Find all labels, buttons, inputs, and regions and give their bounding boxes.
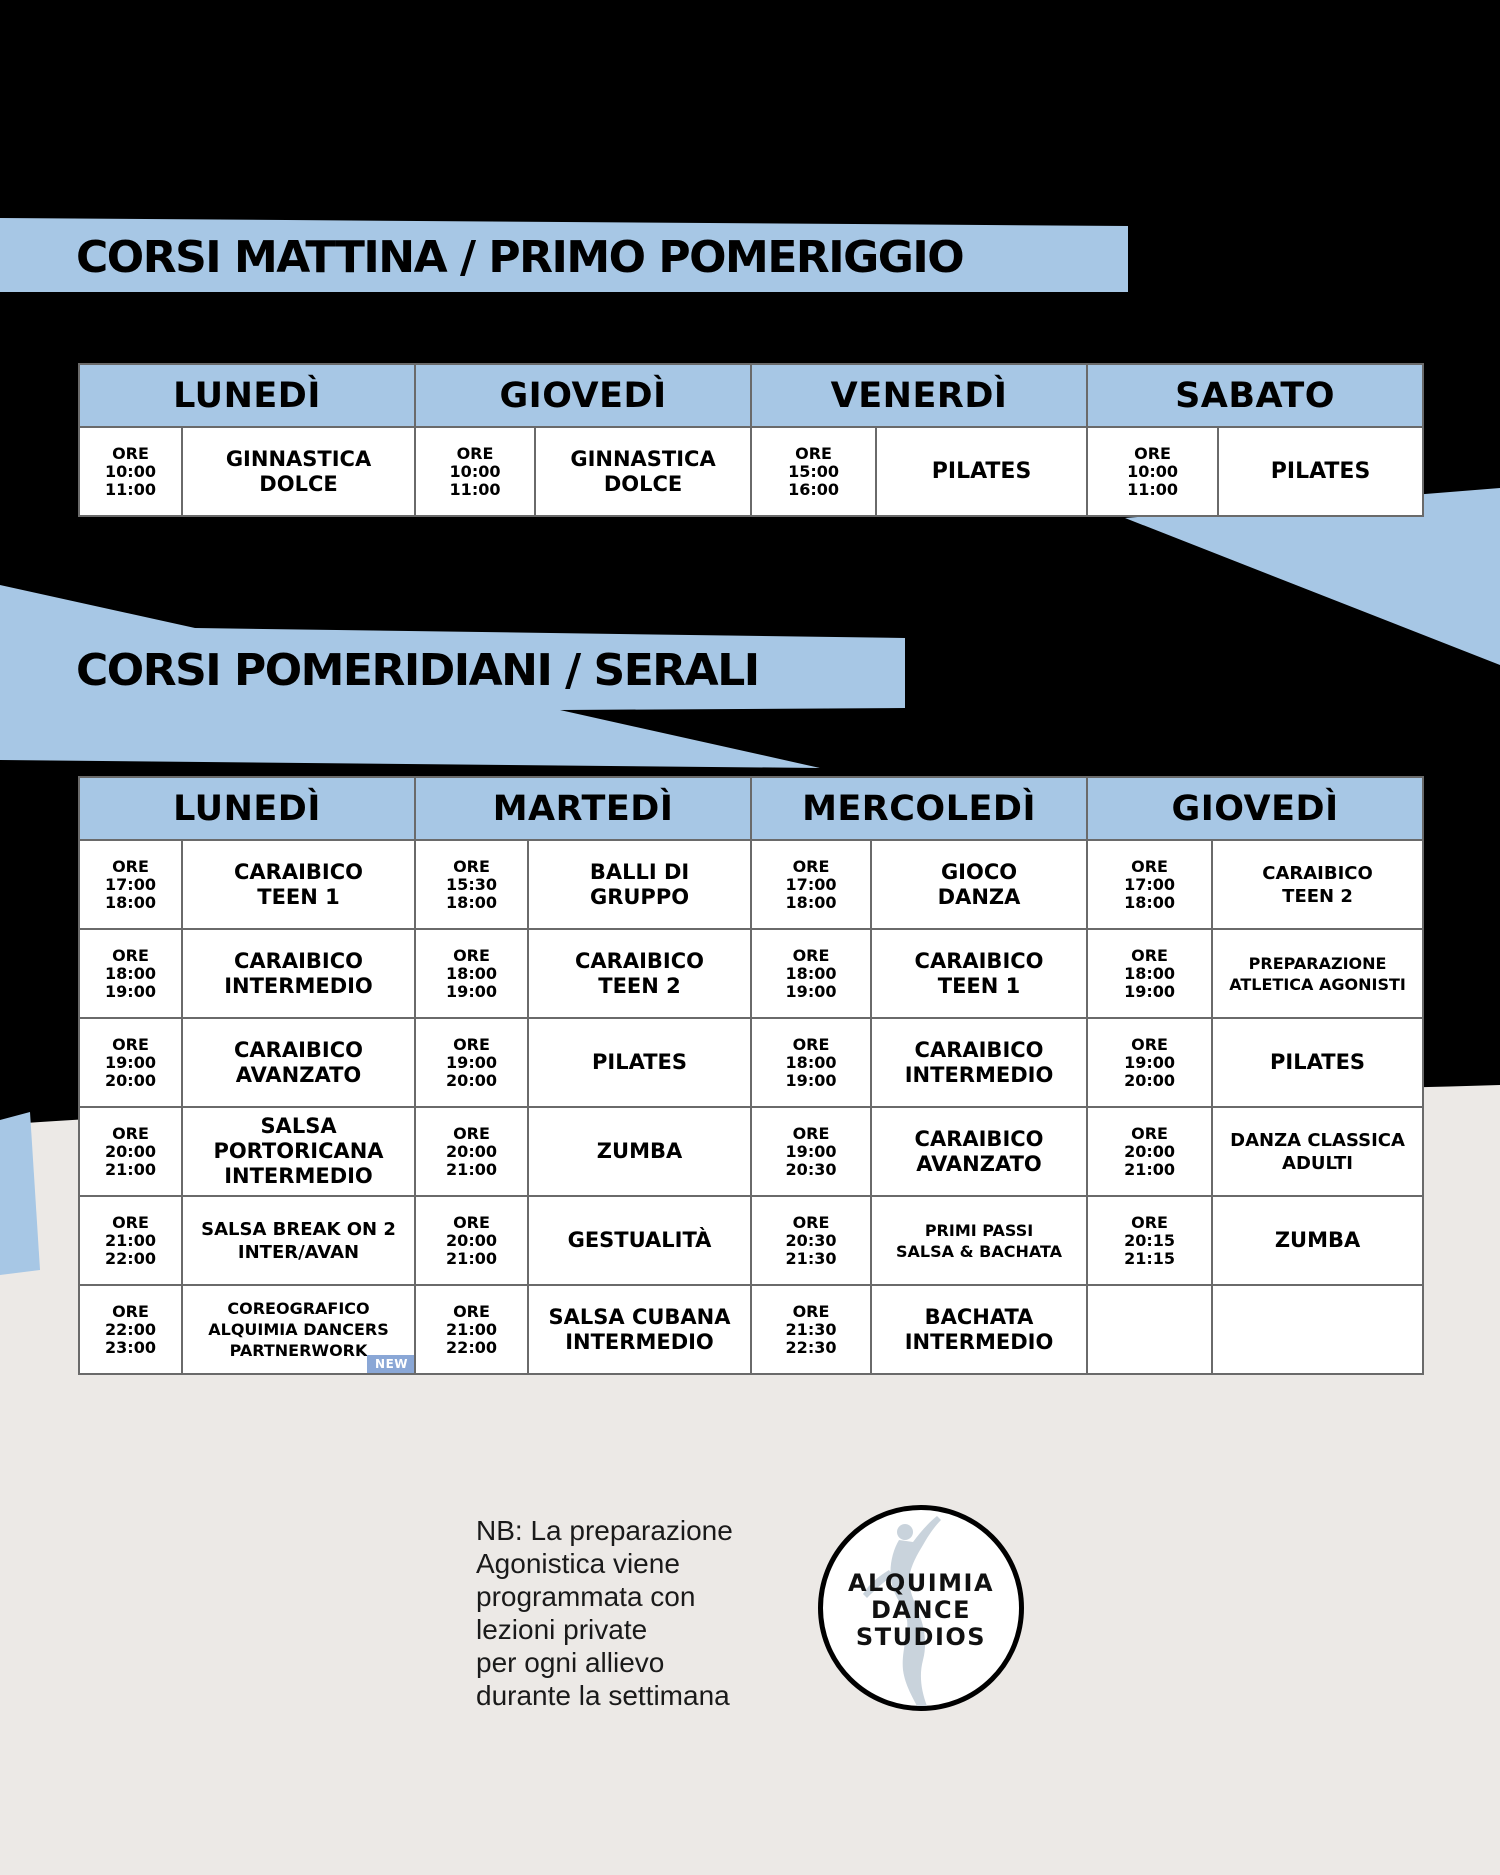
time-cell: ORE 18:00 19:00 [751, 929, 871, 1018]
day-header-lunedi: LUNEDÌ [79, 777, 415, 840]
time-cell: ORE 18:00 19:00 [79, 929, 182, 1018]
time-cell: ORE 19:00 20:00 [1087, 1018, 1212, 1107]
time-cell: ORE 19:00 20:30 [751, 1107, 871, 1196]
time-cell: ORE 18:00 19:00 [1087, 929, 1212, 1018]
course-cell: GINNASTICA DOLCE [535, 427, 751, 516]
table-row [79, 1018, 1423, 1107]
day-header-lunedi: LUNEDÌ [79, 364, 415, 427]
course-cell: COREOGRAFICO ALQUIMIA DANCERS PARTNERWORK NEW [182, 1285, 415, 1374]
morning-schedule-table [78, 363, 1424, 517]
course-cell: ZUMBA [528, 1107, 751, 1196]
course-cell: BACHATA INTERMEDIO [871, 1285, 1087, 1374]
time-cell: ORE 15:00 16:00 [751, 427, 876, 516]
day-header-venerdi: VENERDÌ [751, 364, 1087, 427]
course-cell: ZUMBA [1212, 1196, 1423, 1285]
course-cell: PILATES [528, 1018, 751, 1107]
day-header-sabato: SABATO [1087, 364, 1423, 427]
logo-text: ALQUIMIA DANCE STUDIOS [847, 1569, 995, 1651]
alquimia-logo [818, 1505, 1024, 1711]
table-row [79, 1107, 1423, 1196]
time-cell: ORE 10:00 11:00 [79, 427, 182, 516]
time-cell: ORE 10:00 11:00 [415, 427, 535, 516]
new-badge: NEW [367, 1355, 414, 1373]
course-cell: CARAIBICO INTERMEDIO [871, 1018, 1087, 1107]
time-cell: ORE 21:00 22:00 [79, 1196, 182, 1285]
time-cell: ORE 10:00 11:00 [1087, 427, 1218, 516]
course-cell: GIOCO DANZA [871, 840, 1087, 929]
time-cell: ORE 17:00 18:00 [1087, 840, 1212, 929]
course-cell: CARAIBICO AVANZATO [871, 1107, 1087, 1196]
course-cell: BALLI DI GRUPPO [528, 840, 751, 929]
course-cell: CARAIBICO INTERMEDIO [182, 929, 415, 1018]
table-row [79, 840, 1423, 929]
table-row [79, 1196, 1423, 1285]
day-header-giovedi: GIOVEDÌ [1087, 777, 1423, 840]
time-cell: ORE 17:00 18:00 [751, 840, 871, 929]
time-cell: ORE 20:00 21:00 [1087, 1107, 1212, 1196]
time-cell: ORE 21:30 22:30 [751, 1285, 871, 1374]
course-cell: PRIMI PASSI SALSA & BACHATA [871, 1196, 1087, 1285]
course-cell: SALSA BREAK ON 2 INTER/AVAN [182, 1196, 415, 1285]
note-text: NB: La preparazione Agonistica viene programmata con lezioni private per ogni allievo durante la settimana [476, 1515, 733, 1711]
course-cell: PILATES [876, 427, 1087, 516]
time-cell: ORE 20:00 21:00 [79, 1107, 182, 1196]
time-cell: ORE 20:00 21:00 [415, 1107, 528, 1196]
time-cell: ORE 19:00 20:00 [79, 1018, 182, 1107]
time-cell: ORE 15:30 18:00 [415, 840, 528, 929]
empty-cell [1087, 1285, 1212, 1374]
empty-cell [1212, 1285, 1423, 1374]
time-cell: ORE 20:15 21:15 [1087, 1196, 1212, 1285]
course-cell: SALSA CUBANA INTERMEDIO [528, 1285, 751, 1374]
table-row [79, 929, 1423, 1018]
day-header-giovedi: GIOVEDÌ [415, 364, 751, 427]
time-cell: ORE 19:00 20:00 [415, 1018, 528, 1107]
day-header-mercoledi: MERCOLEDÌ [751, 777, 1087, 840]
time-cell: ORE 20:30 21:30 [751, 1196, 871, 1285]
evening-schedule-table [78, 776, 1424, 1375]
time-cell: ORE 17:00 18:00 [79, 840, 182, 929]
table-row [79, 1285, 1423, 1374]
evening-section-title: CORSI POMERIDIANI / SERALI [76, 645, 759, 696]
time-cell: ORE 18:00 19:00 [415, 929, 528, 1018]
time-cell: ORE 20:00 21:00 [415, 1196, 528, 1285]
course-cell: CARAIBICO TEEN 2 [528, 929, 751, 1018]
course-cell: GINNASTICA DOLCE [182, 427, 415, 516]
course-cell: CARAIBICO TEEN 2 [1212, 840, 1423, 929]
course-cell: CARAIBICO TEEN 1 [871, 929, 1087, 1018]
day-header-martedi: MARTEDÌ [415, 777, 751, 840]
course-cell: CARAIBICO TEEN 1 [182, 840, 415, 929]
course-cell: PILATES [1218, 427, 1423, 516]
course-cell: PREPARAZIONE ATLETICA AGONISTI [1212, 929, 1423, 1018]
time-cell: ORE 21:00 22:00 [415, 1285, 528, 1374]
table-row [79, 427, 1423, 516]
course-cell: DANZA CLASSICA ADULTI [1212, 1107, 1423, 1196]
time-cell: ORE 18:00 19:00 [751, 1018, 871, 1107]
morning-section-title: CORSI MATTINA / PRIMO POMERIGGIO [76, 232, 964, 283]
course-cell: PILATES [1212, 1018, 1423, 1107]
course-cell: CARAIBICO AVANZATO [182, 1018, 415, 1107]
course-cell: GESTUALITÀ [528, 1196, 751, 1285]
time-cell: ORE 22:00 23:00 [79, 1285, 182, 1374]
course-cell: SALSA PORTORICANA INTERMEDIO [182, 1107, 415, 1196]
